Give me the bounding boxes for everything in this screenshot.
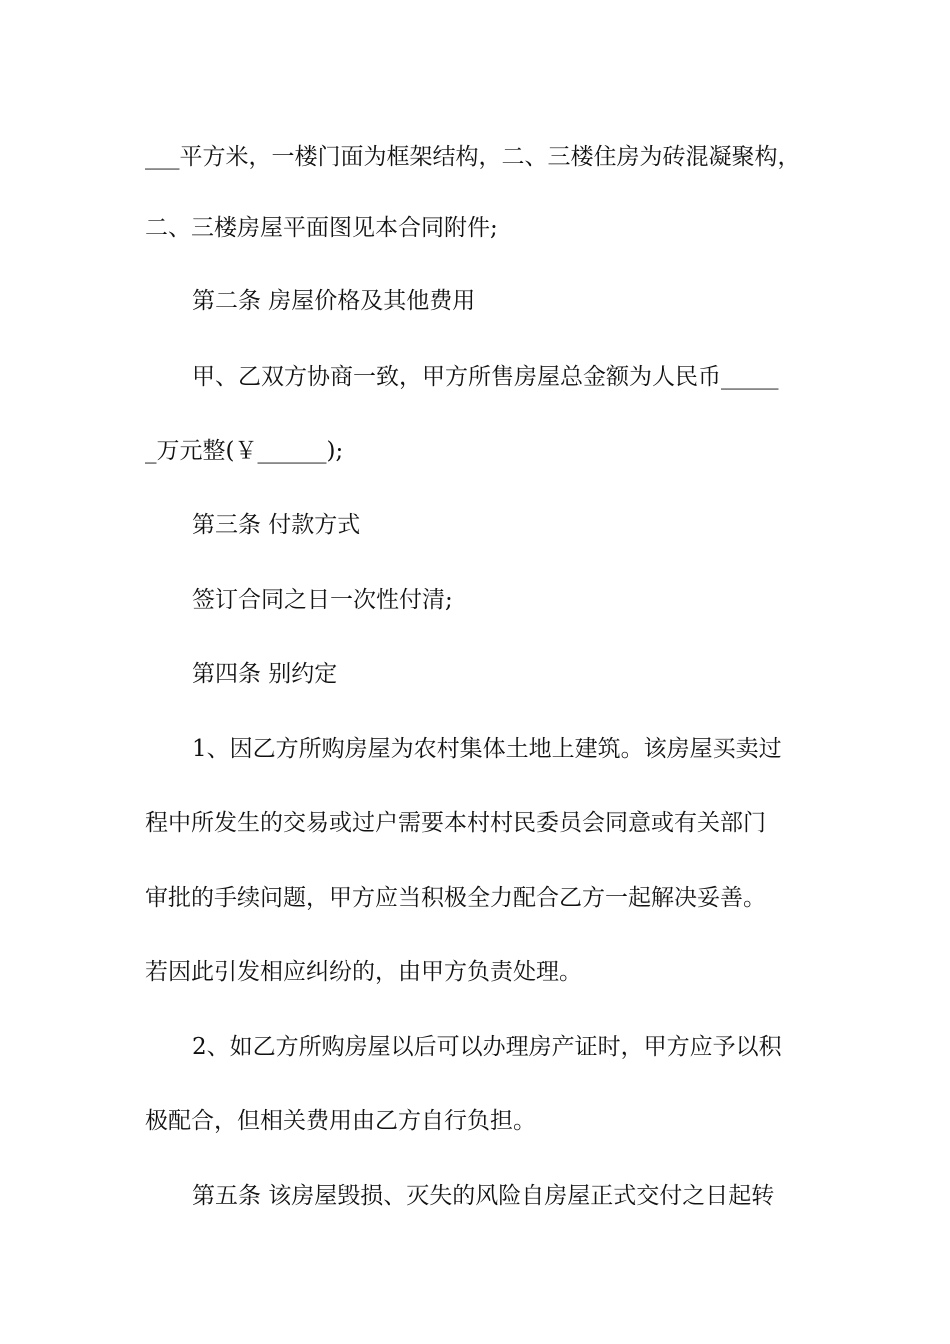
- text-line-2: 二、三楼房屋平面图见本合同附件;: [145, 215, 498, 241]
- text-line-12: 若因此引发相应纠纷的，由甲方负责处理。: [145, 959, 582, 985]
- text-line-10: 程中所发生的交易或过户需要本村村民委员会同意或有关部门: [145, 810, 766, 836]
- article-3-heading: 第三条 付款方式: [192, 512, 361, 538]
- text-line-5: _万元整(￥______);: [145, 438, 344, 464]
- text-line-7: 签订合同之日一次性付清;: [192, 587, 453, 613]
- text-line-14: 极配合，但相关费用由乙方自行负担。: [145, 1108, 536, 1134]
- article-5-heading: 第五条 该房屋毁损、灭失的风险自房屋正式交付之日起转: [192, 1183, 775, 1209]
- text-line-9: 1、因乙方所购房屋为农村集体土地上建筑。该房屋买卖过: [192, 736, 782, 762]
- article-2-heading: 第二条 房屋价格及其他费用: [192, 288, 476, 314]
- text-line-1: ___平方米，一楼门面为框架结构，二、三楼住房为砖混凝聚构，: [145, 144, 801, 170]
- text-line-4: 甲、乙双方协商一致，甲方所售房屋总金额为人民币_____: [192, 364, 779, 390]
- article-4-heading: 第四条 别约定: [192, 661, 338, 687]
- text-line-11: 审批的手续问题，甲方应当积极全力配合乙方一起解决妥善。: [145, 885, 766, 911]
- text-line-13: 2、如乙方所购房屋以后可以办理房产证时，甲方应予以积: [192, 1034, 782, 1060]
